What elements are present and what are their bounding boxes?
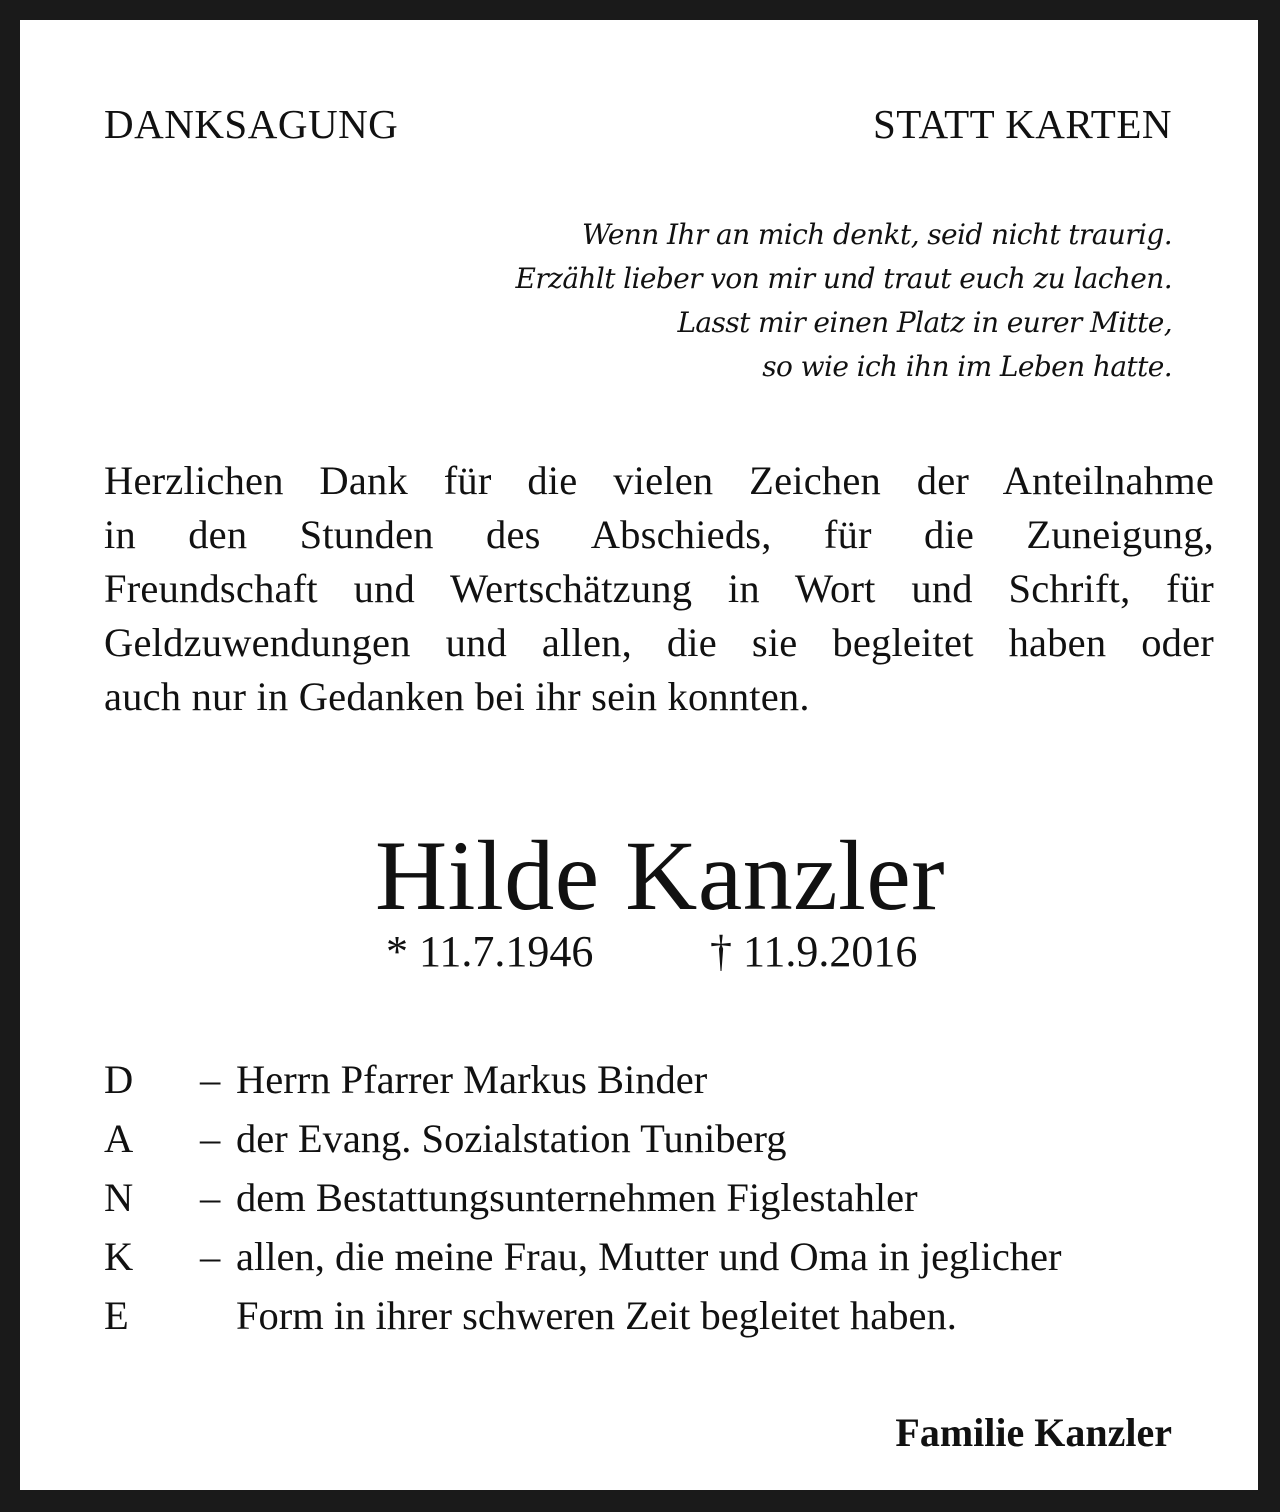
- thanks-line: Geldzuwendungen und allen, die sie begleitet haben oder: [104, 620, 1214, 665]
- danke-letter: E: [104, 1293, 129, 1338]
- birth-date: * 11.7.1946: [386, 927, 594, 976]
- poem-line: Lasst mir einen Platz in eurer Mitte,: [677, 306, 1172, 339]
- danke-letter: K: [104, 1234, 134, 1279]
- poem: [516, 213, 1172, 389]
- danke-dash: –: [200, 1175, 221, 1220]
- danke-text: der Evang. Sozialstation Tuniberg: [236, 1116, 787, 1161]
- danke-dash: –: [200, 1116, 221, 1161]
- thanks-paragraph: [104, 454, 1214, 724]
- danke-letter: N: [104, 1175, 134, 1220]
- heading-danksagung: DANKSAGUNG: [104, 101, 399, 147]
- thanks-line: Herzlichen Dank für die vielen Zeichen der Anteilnahme: [104, 458, 1214, 503]
- danke-dash: –: [200, 1057, 221, 1102]
- danke-dash: –: [200, 1234, 221, 1279]
- danke-text: Form in ihrer schweren Zeit begleitet haben.: [236, 1293, 957, 1338]
- heading-statt-karten: STATT KARTEN: [872, 101, 1172, 147]
- danke-text: dem Bestattungsunternehmen Figlestahler: [236, 1175, 918, 1220]
- danke-text: Herrn Pfarrer Markus Binder: [236, 1057, 708, 1102]
- poem-line: so wie ich ihn im Leben hatte.: [762, 350, 1172, 383]
- danke-letter: D: [104, 1057, 134, 1102]
- danke-text: allen, die meine Frau, Mutter und Oma in jeglicher: [236, 1234, 1062, 1279]
- poem-line: Erzählt lieber von mir und traut euch zu lachen.: [515, 262, 1172, 295]
- thanks-line: in den Stunden des Abschieds, für die Zuneigung,: [104, 512, 1214, 557]
- deceased-name: Hilde Kanzler: [374, 820, 946, 931]
- signature: Familie Kanzler: [895, 1410, 1172, 1455]
- death-date: † 11.9.2016: [710, 927, 918, 976]
- thanks-line: auch nur in Gedanken bei ihr sein konnten.: [104, 674, 810, 719]
- poem-line: Wenn Ihr an mich denkt, seid nicht traurig.: [581, 218, 1172, 251]
- thanks-line: Freundschaft und Wertschätzung in Wort und Schrift, für: [104, 566, 1214, 611]
- danke-letter: A: [104, 1116, 134, 1161]
